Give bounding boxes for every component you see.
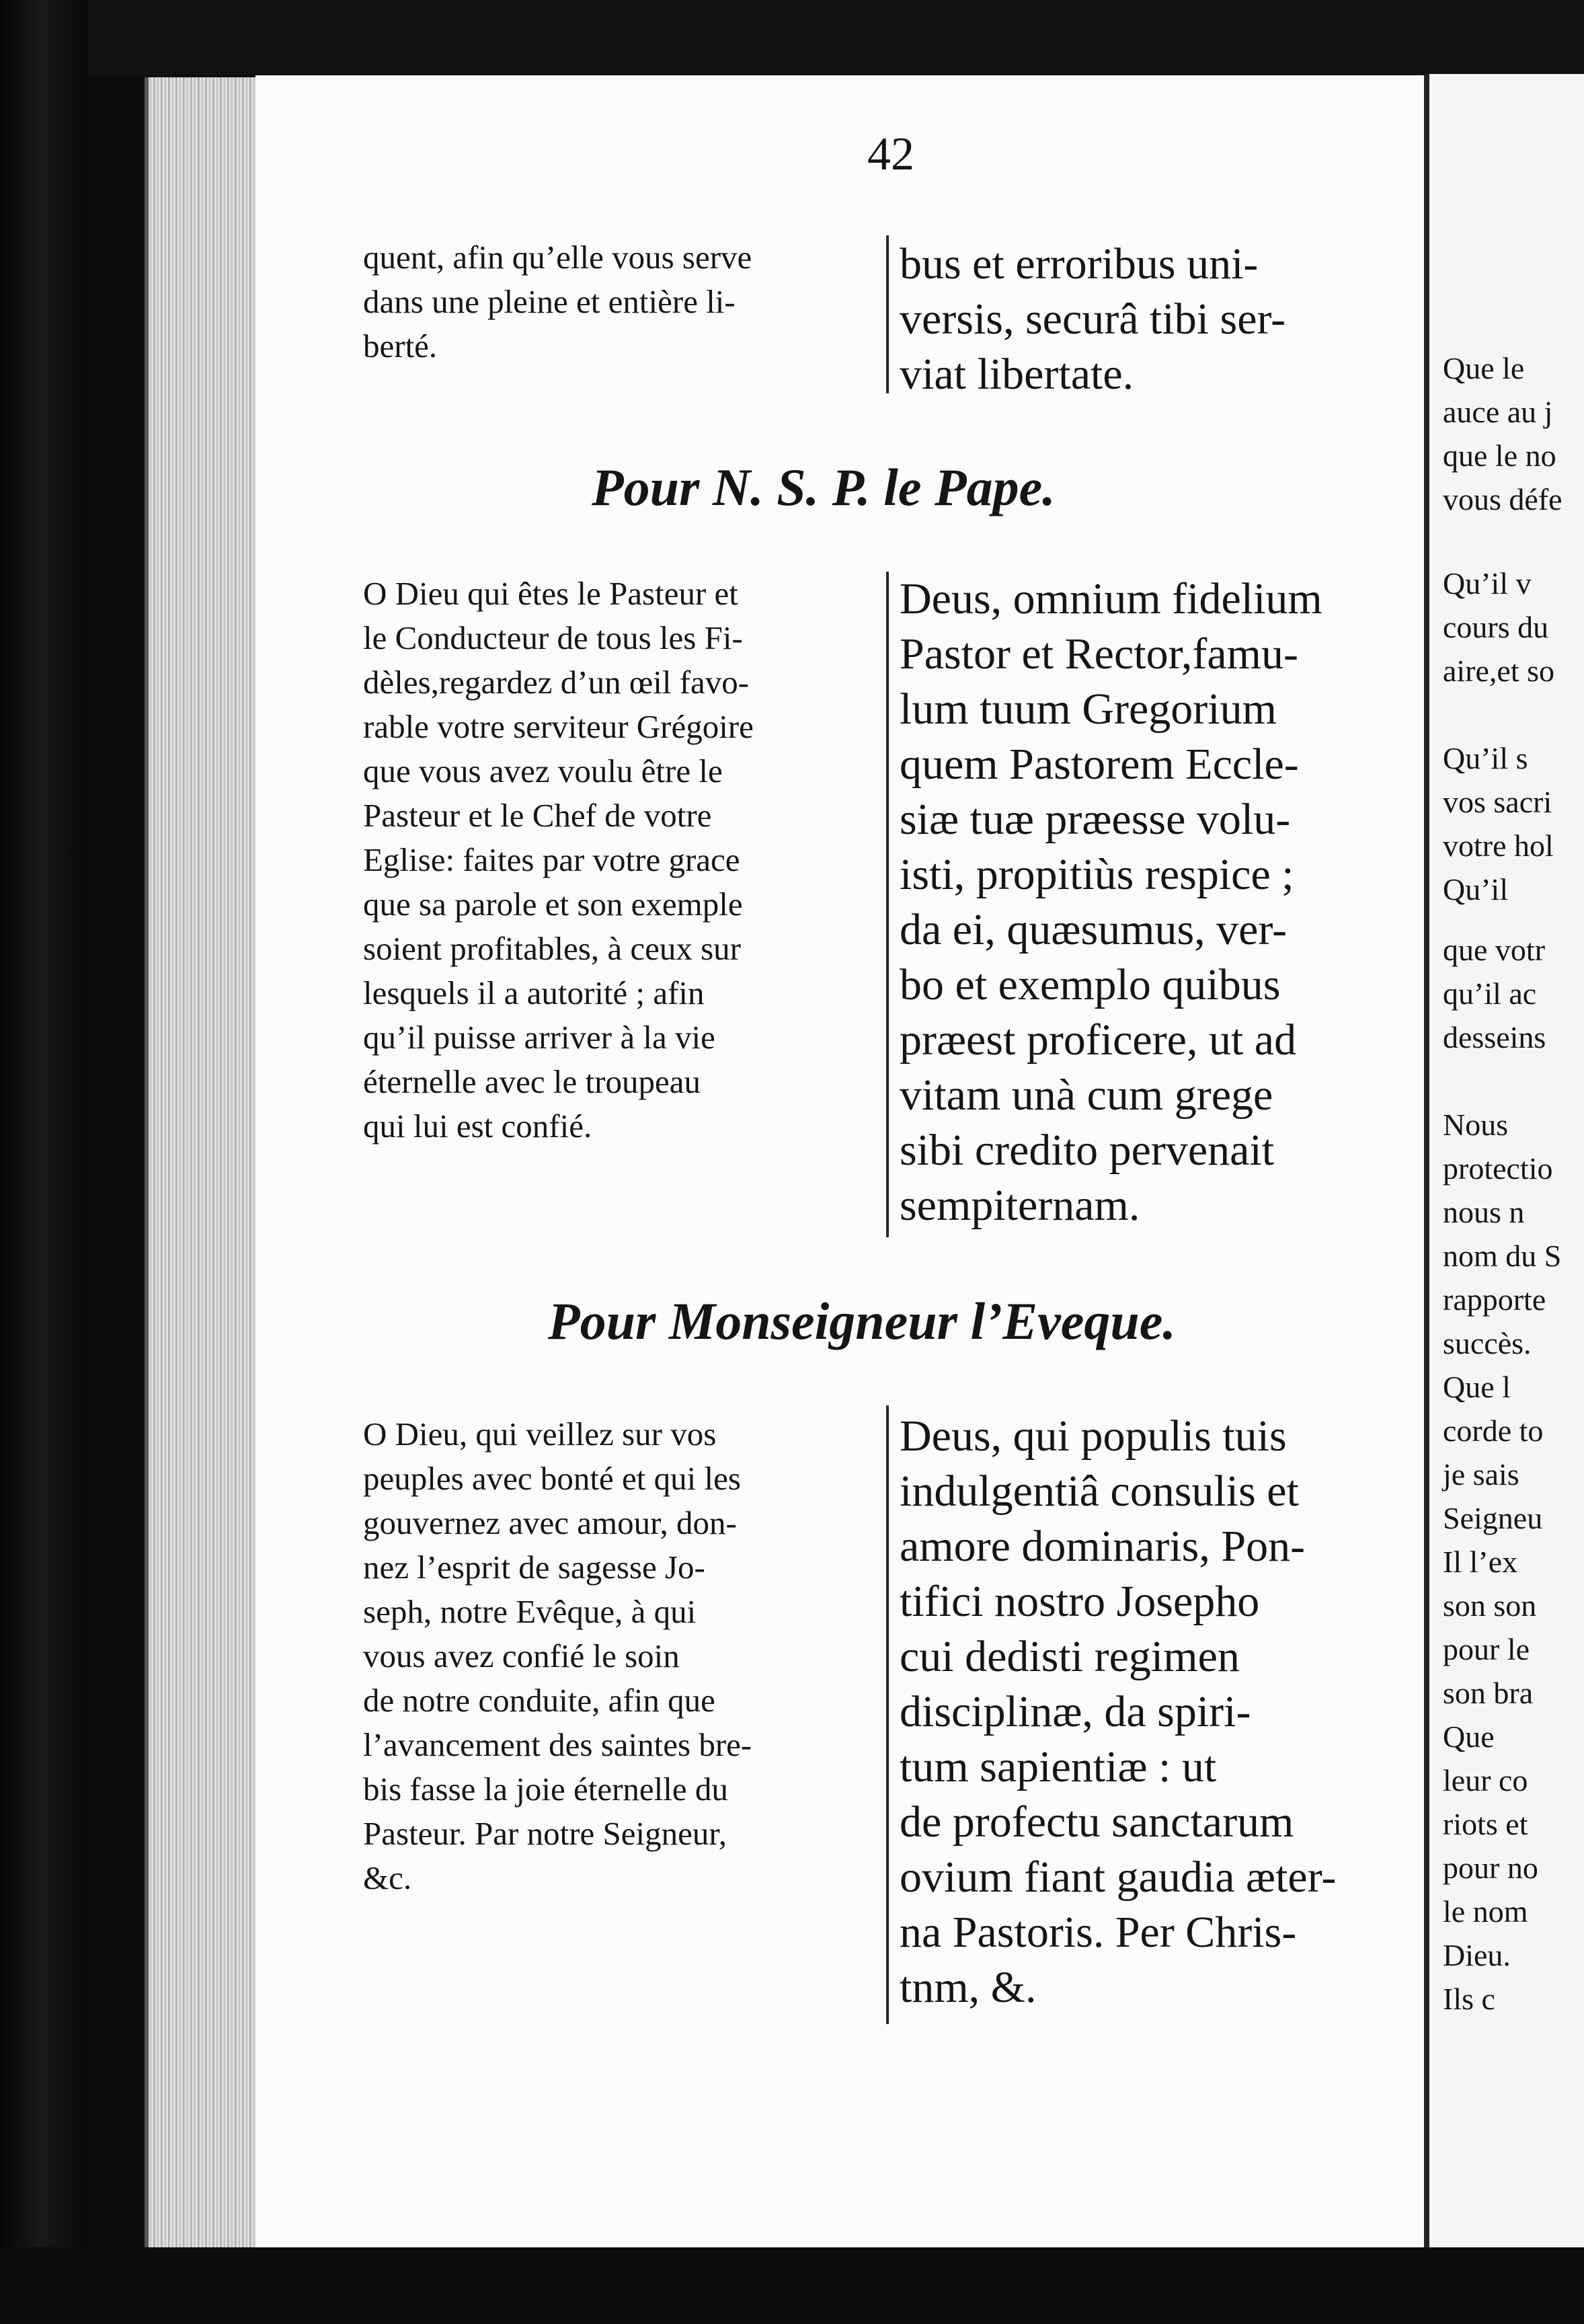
facing-page-line: vous défe xyxy=(1443,482,1562,516)
text-line: de profectu sanctarum xyxy=(900,1797,1294,1847)
facing-page-line: Qu’il xyxy=(1443,872,1509,906)
facing-page-line: nous n xyxy=(1443,1195,1525,1229)
facing-page-line: corde to xyxy=(1443,1413,1544,1448)
facing-page-text xyxy=(1443,74,1584,2266)
facing-page-line: Seigneu xyxy=(1443,1501,1543,1535)
text-line: lesquels il a autorité ; afin xyxy=(363,974,705,1011)
section-heading-eveque: Pour Monseigneur l’Eveque. xyxy=(548,1292,1176,1350)
text-line: cui dedisti regimen xyxy=(900,1632,1240,1681)
text-line: quem Pastorem Eccle- xyxy=(900,740,1299,789)
scan-background xyxy=(87,0,1584,75)
facing-page-line: qu’il ac xyxy=(1443,976,1537,1011)
text-line: éternelle avec le troupeau xyxy=(363,1063,701,1100)
facing-page-line: Que l xyxy=(1443,1370,1511,1404)
text-line: præest proficere, ut ad xyxy=(900,1015,1297,1064)
text-line: Pasteur et le Chef de votre xyxy=(363,797,712,834)
facing-page-line: votre hol xyxy=(1443,828,1554,863)
facing-page-line: pour le xyxy=(1443,1632,1530,1666)
facing-page-line: Il l’ex xyxy=(1443,1545,1518,1579)
text-line: qu’il puisse arriver à la vie xyxy=(363,1019,715,1056)
column-divider xyxy=(886,235,889,393)
text-line: vitam unà cum grege xyxy=(900,1071,1273,1120)
facing-page-line: protectio xyxy=(1443,1151,1553,1186)
facing-page-line: que le no xyxy=(1443,438,1556,473)
facing-page-line: Nous xyxy=(1443,1108,1509,1142)
text-line: gouvernez avec amour, don- xyxy=(363,1504,737,1541)
text-line: que vous avez voulu être le xyxy=(363,752,723,789)
facing-page-line: le nom xyxy=(1443,1894,1528,1929)
text-line: seph, notre Evêque, à qui xyxy=(363,1593,697,1630)
text-line: tum sapientiæ : ut xyxy=(900,1742,1217,1791)
text-line: bo et exemplo quibus xyxy=(900,960,1281,1009)
text-line: tnm, &. xyxy=(900,1963,1037,2012)
text-line: bus et erroribus uni- xyxy=(900,239,1259,288)
facing-page-line: Qu’il s xyxy=(1443,741,1528,775)
text-line: le Conducteur de tous les Fi- xyxy=(363,619,743,656)
text-line: viat libertate. xyxy=(900,350,1134,399)
text-line: Eglise: faites par votre grace xyxy=(363,841,740,878)
text-line: qui lui est confié. xyxy=(363,1108,592,1145)
facing-page-line: Que le xyxy=(1443,351,1525,385)
column-divider xyxy=(886,572,889,1237)
facing-page-line: que votr xyxy=(1443,933,1546,967)
page-stack-edge xyxy=(145,77,260,2249)
facing-page-line: cours du xyxy=(1443,610,1549,644)
section-heading-pape: Pour N. S. P. le Pape. xyxy=(592,458,1056,516)
text-line: indulgentiâ consulis et xyxy=(900,1467,1299,1516)
text-line: tifici nostro Josepho xyxy=(900,1577,1260,1626)
text-line: Pasteur. Par notre Seigneur, xyxy=(363,1815,727,1852)
text-line: Pastor et Rector,famu- xyxy=(900,629,1299,679)
intro-latin-column xyxy=(900,237,1411,402)
text-line: berté. xyxy=(363,327,438,364)
text-line: sempiternam. xyxy=(900,1181,1140,1230)
book-spine xyxy=(0,0,87,2324)
facing-page-line: vos sacri xyxy=(1443,785,1552,819)
facing-page-line: son bra xyxy=(1443,1676,1534,1710)
text-line: vous avez confié le soin xyxy=(363,1637,680,1674)
facing-page-line: desseins xyxy=(1443,1020,1546,1054)
text-line: soient profitables, à ceux sur xyxy=(363,930,741,967)
facing-page-line: auce au j xyxy=(1443,395,1553,429)
eveque-french-column xyxy=(363,1412,887,1900)
text-line: ovium fiant gaudia æter- xyxy=(900,1853,1337,1902)
text-line: rable votre serviteur Grégoire xyxy=(363,708,754,745)
facing-page-line: Que xyxy=(1443,1719,1495,1754)
intro-french-column xyxy=(363,235,887,369)
text-line: nez l’esprit de sagesse Jo- xyxy=(363,1549,705,1586)
text-line: de notre conduite, afin que xyxy=(363,1682,715,1719)
facing-page-line: Qu’il v xyxy=(1443,566,1532,601)
scan-background xyxy=(0,2247,1584,2324)
text-line: amore dominaris, Pon- xyxy=(900,1522,1306,1571)
facing-page-line: aire,et so xyxy=(1443,654,1555,688)
eveque-latin-column xyxy=(900,1409,1411,2015)
text-line: na Pastoris. Per Chris- xyxy=(900,1908,1297,1957)
text-line: &c. xyxy=(363,1859,412,1896)
text-line: da ei, quæsumus, ver- xyxy=(900,905,1288,954)
text-line: dans une pleine et entière li- xyxy=(363,283,736,320)
facing-page-line: son son xyxy=(1443,1588,1537,1623)
text-line: disciplinæ, da spiri- xyxy=(900,1687,1251,1736)
text-line: O Dieu qui êtes le Pasteur et xyxy=(363,575,738,612)
facing-page-line: pour no xyxy=(1443,1851,1538,1885)
facing-page xyxy=(1424,74,1584,2266)
pape-latin-column xyxy=(900,572,1411,1233)
text-line: bis fasse la joie éternelle du xyxy=(363,1771,728,1808)
text-line: peuples avec bonté et qui les xyxy=(363,1460,741,1497)
facing-page-line: rapporte xyxy=(1443,1282,1546,1317)
facing-page-line: nom du S xyxy=(1443,1239,1562,1273)
text-line: Deus, omnium fidelium xyxy=(900,574,1322,623)
text-line: que sa parole et son exemple xyxy=(363,886,743,923)
facing-page-line: succès. xyxy=(1443,1326,1532,1360)
text-line: sibi credito pervenait xyxy=(900,1126,1275,1175)
text-line: versis, securâ tibi ser- xyxy=(900,295,1286,344)
text-line: O Dieu, qui veillez sur vos xyxy=(363,1416,717,1452)
text-line: lum tuum Gregorium xyxy=(900,685,1277,734)
facing-page-line: Ils c xyxy=(1443,1982,1495,2016)
page-number: 42 xyxy=(867,128,914,180)
column-divider xyxy=(886,1405,889,2024)
facing-page-line: leur co xyxy=(1443,1763,1528,1797)
facing-page-line: Dieu. xyxy=(1443,1938,1511,1972)
text-line: isti, propitiùs respice ; xyxy=(900,850,1294,899)
text-line: siæ tuæ præesse volu- xyxy=(900,795,1291,844)
text-line: l’avancement des saintes bre- xyxy=(363,1726,752,1763)
text-line: Deus, qui populis tuis xyxy=(900,1411,1287,1461)
pape-french-column xyxy=(363,572,887,1149)
text-line: dèles,regardez d’un œil favo- xyxy=(363,664,750,701)
facing-page-line: riots et xyxy=(1443,1807,1528,1841)
facing-page-line: je sais xyxy=(1443,1457,1519,1492)
text-line: quent, afin qu’elle vous serve xyxy=(363,239,752,276)
